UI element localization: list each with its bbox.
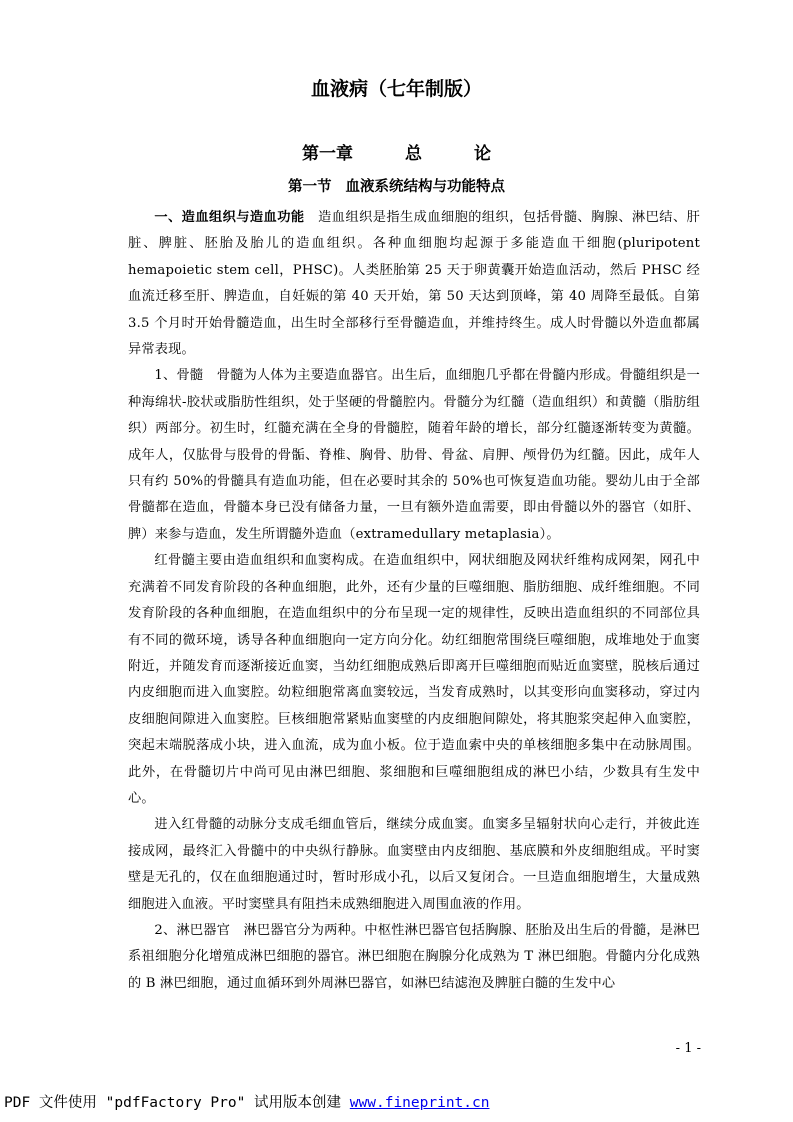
paragraph: 1、骨髓 骨髓为人体为主要造血器官。出生后，血细胞几乎都在骨髓内形成。骨髓组织是一种海绵状-胶状或脂肪性组织，处于坚硬的骨髓腔内。骨髓分为红髓（造血组织）和黄髓（脂肪组织）两部分。初生时，红髓充满在全身的骨髓腔，随着年龄的增长，部分红髓逐渐转变为黄髓。成年人，仅肱骨与股骨的骨骺、脊椎、胸骨、肋骨、骨盆、肩胛、颅骨仍为红髓。因此，成年人只有约 50%的骨髓具有造血功能，但在必要时其余的 50%也可恢复造血功能。婴幼儿由于全部骨髓都在造血，骨髓本身已没有储备力量，一旦有额外造血需要，即由骨髓以外的器官（如肝、脾）来参与造血，发生所谓髓外造血（extramedullary metaplasia）。 bbox=[128, 368, 700, 542]
section-number: 第一节 bbox=[288, 179, 332, 195]
chapter-title-part2: 论 bbox=[474, 144, 491, 164]
pdf-footer bbox=[4, 1094, 489, 1112]
page-number: - 1 - bbox=[675, 1041, 701, 1056]
paragraph: 进入红骨髓的动脉分支成毛细血管后，继续分成血窦。血窦多呈辐射状向心走行，并彼此连接成网，最终汇入骨髓中的中央纵行静脉。血窦壁由内皮细胞、基底膜和外皮细胞组成。平时窦壁是无孔的，仅在血细胞通过时，暂时形成小孔，以后又复闭合。一旦造血细胞增生，大量成熟细胞进入血液。平时窦壁具有阻挡未成熟细胞进入周围血液的作用。 bbox=[128, 817, 700, 912]
paragraph-lead-heading: 一、造血组织与造血功能 bbox=[154, 210, 305, 225]
chapter-title-part1: 总 bbox=[405, 144, 422, 164]
footer-text: PDF 文件使用 "pdfFactory Pro" 试用版本创建 bbox=[4, 1095, 350, 1111]
section-title: 血液系统结构与功能特点 bbox=[345, 179, 505, 195]
body-text bbox=[128, 205, 700, 997]
section-heading bbox=[0, 176, 793, 198]
paragraph: 2、淋巴器官 淋巴器官分为两种。中枢性淋巴器官包括胸腺、胚胎及出生后的骨髓，是淋巴系祖细胞分化增殖成淋巴细胞的器官。淋巴细胞在胸腺分化成熟为 T 淋巴细胞。骨髓内分化成熟的 B 淋巴细胞，通过血循环到外周淋巴器官，如淋巴结滤泡及脾脏白髓的生发中心 bbox=[128, 922, 700, 991]
paragraph-text: 造血组织是指生成血细胞的组织，包括骨髓、胸腺、淋巴结、肝脏、脾脏、胚胎及胎儿的造血组织。各种血细胞均起源于多能造血干细胞(pluripotent hemapoietic stem cell，PHSC)。人类胚胎第 25 天于卵黄囊开始造血活动，然后 PHSC 经血流迁移至肝、脾造血，自妊娠的第 40 天开始，第 50 天达到顶峰，第 40 周降至最低。自第 3.5 个月时开始骨髓造血，出生时全部移行至骨髓造血，并维持终生。成人时骨髓以外造血都属异常表现。 bbox=[128, 210, 700, 358]
footer-link[interactable]: www.fineprint.cn bbox=[349, 1095, 490, 1111]
chapter-heading bbox=[0, 142, 793, 166]
paragraph bbox=[128, 205, 700, 363]
document-title: 血液病（七年制版） bbox=[310, 78, 482, 100]
paragraph: 红骨髓主要由造血组织和血窦构成。在造血组织中，网状细胞及网状纤维构成网架，网孔中充满着不同发育阶段的各种血细胞，此外，还有少量的巨噬细胞、脂肪细胞、成纤维细胞。不同发育阶段的各种血细胞，在造血组织中的分布呈现一定的规律性，反映出造血组织的不同部位具有不同的微环境，诱导各种血细胞向一定方向分化。幼红细胞常围绕巨噬细胞，成堆地处于血窦附近，并随发育而逐渐接近血窦，当幼红细胞成熟后即离开巨噬细胞而贴近血窦壁，脱核后通过内皮细胞而进入血窦腔。幼粒细胞常离血窦较远，当发育成熟时，以其变形向血窦移动，穿过内皮细胞间隙进入血窦腔。巨核细胞常紧贴血窦壁的内皮细胞间隙处，将其胞浆突起伸入血窦腔，突起末端脱落成小块，进入血流，成为血小板。位于造血索中央的单核细胞多集中在动脉周围。此外，在骨髓切片中尚可见由淋巴细胞、浆细胞和巨噬细胞组成的淋巴小结，少数具有生发中心。 bbox=[128, 553, 700, 806]
chapter-number: 第一章 bbox=[302, 144, 353, 164]
